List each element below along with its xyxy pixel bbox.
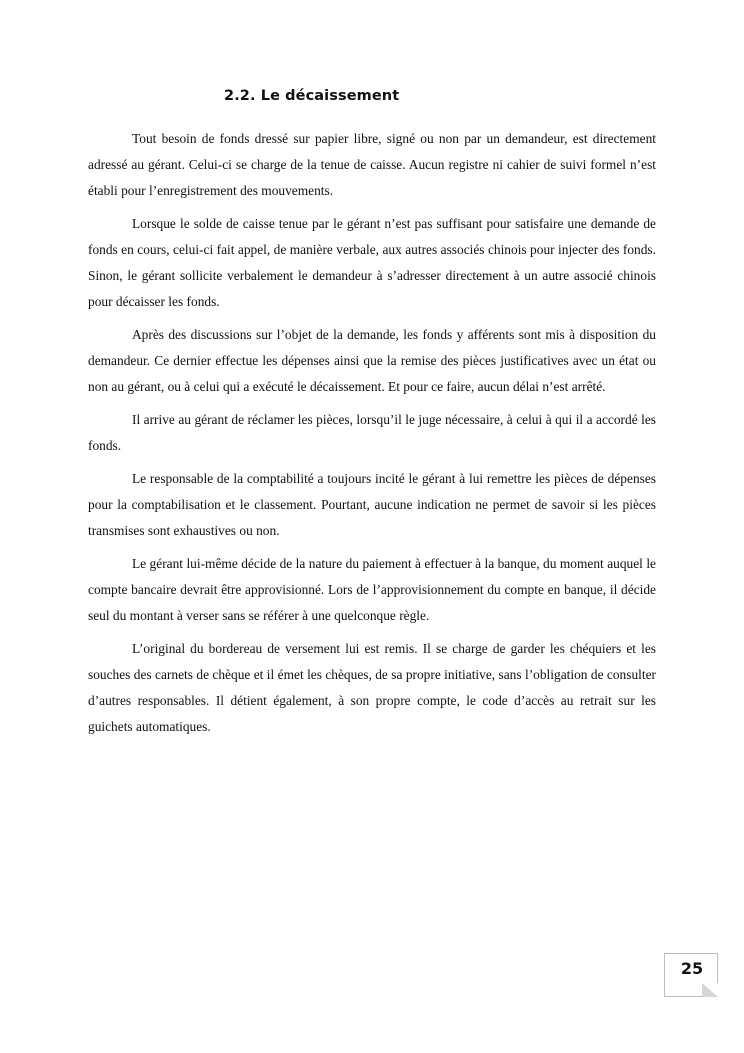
page-curl-icon bbox=[702, 983, 718, 997]
section-heading: 2.2. Le décaissement bbox=[224, 88, 400, 104]
paragraph-cash-balance: Lorsque le solde de caisse tenue par le gérant n’est pas suffisant pour satisfaire une demande de fonds en cours, celui-ci fait appel, de manière verbale, aux autres associés chinois pour injecter des fonds. Sinon, le gérant sollicite verbalement le demandeur à s’adresser directement à un autre associé chinois pour décaisser les fonds. bbox=[88, 216, 656, 309]
paragraph-supporting-documents: Il arrive au gérant de réclamer les pièces, lorsqu’il le juge nécessaire, à celui à qui il a accordé les fonds. bbox=[88, 412, 656, 453]
paragraph-checks: L’original du bordereau de versement lui est remis. Il se charge de garder les chéquiers et les souches des carnets de chèque et il émet les chèques, de sa propre initiative, sans l’obligation de consulter d’autres responsables. Il détient également, à son propre compte, le code d’accès au retrait sur les guichets automatiques. bbox=[88, 641, 656, 734]
page-number-box bbox=[664, 953, 718, 997]
paragraph-bank-payment: Le gérant lui-même décide de la nature du paiement à effectuer à la banque, du moment auquel le compte bancaire devrait être approvisionné. Lors de l’approvisionnement du compte en banque, il décide seul du montant à verser sans se référer à une quelconque règle. bbox=[88, 556, 656, 623]
paragraph-accounting: Le responsable de la comptabilité a toujours incité le gérant à lui remettre les pièces de dépenses pour la comptabilisation et le classement. Pourtant, aucune indication ne permet de savoir si les pièces transmises sont exhaustives ou non. bbox=[88, 471, 656, 538]
paragraph-disbursement: Après des discussions sur l’objet de la demande, les fonds y afférents sont mis à disposition du demandeur. Ce dernier effectue les dépenses ainsi que la remise des pièces justificatives avec un état ou non au gérant, ou à celui qui a exécuté le décaissement. Et pour ce faire, aucun délai n’est arrêté. bbox=[88, 327, 656, 394]
body-text bbox=[88, 126, 656, 747]
page-number: 25 bbox=[680, 959, 704, 978]
paragraph-funds-request: Tout besoin de fonds dressé sur papier libre, signé ou non par un demandeur, est directement adressé au gérant. Celui-ci se charge de la tenue de caisse. Aucun registre ni cahier de suivi formel n’est établi pour l’enregistrement des mouvements. bbox=[88, 131, 656, 198]
